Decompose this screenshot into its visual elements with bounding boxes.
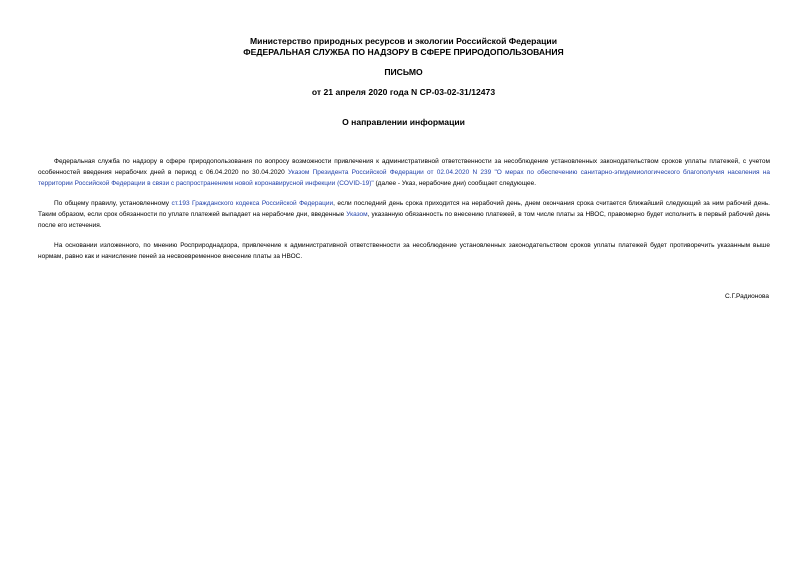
paragraph-text: По общему правилу, установленному — [54, 200, 172, 207]
decree-link[interactable]: Указом Президента Российской Федерации от 02.04.2020 N 239 "О мерах по обеспечению санитарно-эпидемиологического благополучия населения на территории Российской Федерации в связи с распространением новой коронавирусной инфекции (COVID-19)" — [38, 169, 770, 187]
paragraph-text: Федеральная служба по надзору в сфере природопользования по вопросу возможности привлечения к административной ответственности за несоблюдение установленных законодательством сроков уплаты платежей, с учетом особенностей введения нерабочих дней в период с 06.04.2020 по 30.04.2020 — [38, 158, 770, 176]
body-paragraph-2 — [38, 198, 770, 231]
paragraph-text: , если последний день срока приходится на нерабочий день, днем окончания срока считается ближайший следующий за ним рабочий день. Таким образом, если срок обязанности по уплате платежей выпадает на нерабочие дни, введенные — [38, 200, 770, 218]
body-paragraph-3 — [38, 240, 770, 262]
document-date-number: от 21 апреля 2020 года N СР-03-02-31/12473 — [311, 87, 496, 97]
document-type-heading: ПИСЬМО — [384, 67, 423, 77]
paragraph-text: На основании изложенного, по мнению Росприроднадзора, привлечение к административной ответственности за несоблюдение установленных законодательством сроков уплаты платежей будет противоречить указанным выше нормам, равно как и начисление пеней за несвоевременное внесение платы за НВОС. — [38, 242, 770, 260]
signature: С.Г.Радионова — [724, 293, 769, 300]
document-subject: О направлении информации — [342, 117, 465, 127]
body-paragraph-1 — [38, 156, 770, 189]
decree-short-link[interactable]: Указом — [346, 211, 368, 218]
paragraph-text: (далее - Указ, нерабочие дни) сообщает следующее. — [373, 180, 537, 187]
paragraph-text: , указанную обязанность по внесению платежей, в том числе платы за НВОС, правомерно будет исполнить в первый рабочий день после его истечения. — [38, 211, 771, 229]
service-heading: ФЕДЕРАЛЬНАЯ СЛУЖБА ПО НАДЗОРУ В СФЕРЕ ПРИРОДОПОЛЬЗОВАНИЯ — [243, 47, 564, 57]
ministry-heading: Министерство природных ресурсов и экологии Российской Федерации — [250, 36, 557, 46]
civil-code-article-link[interactable]: ст.193 Гражданского кодекса Российской Федерации — [171, 200, 334, 207]
